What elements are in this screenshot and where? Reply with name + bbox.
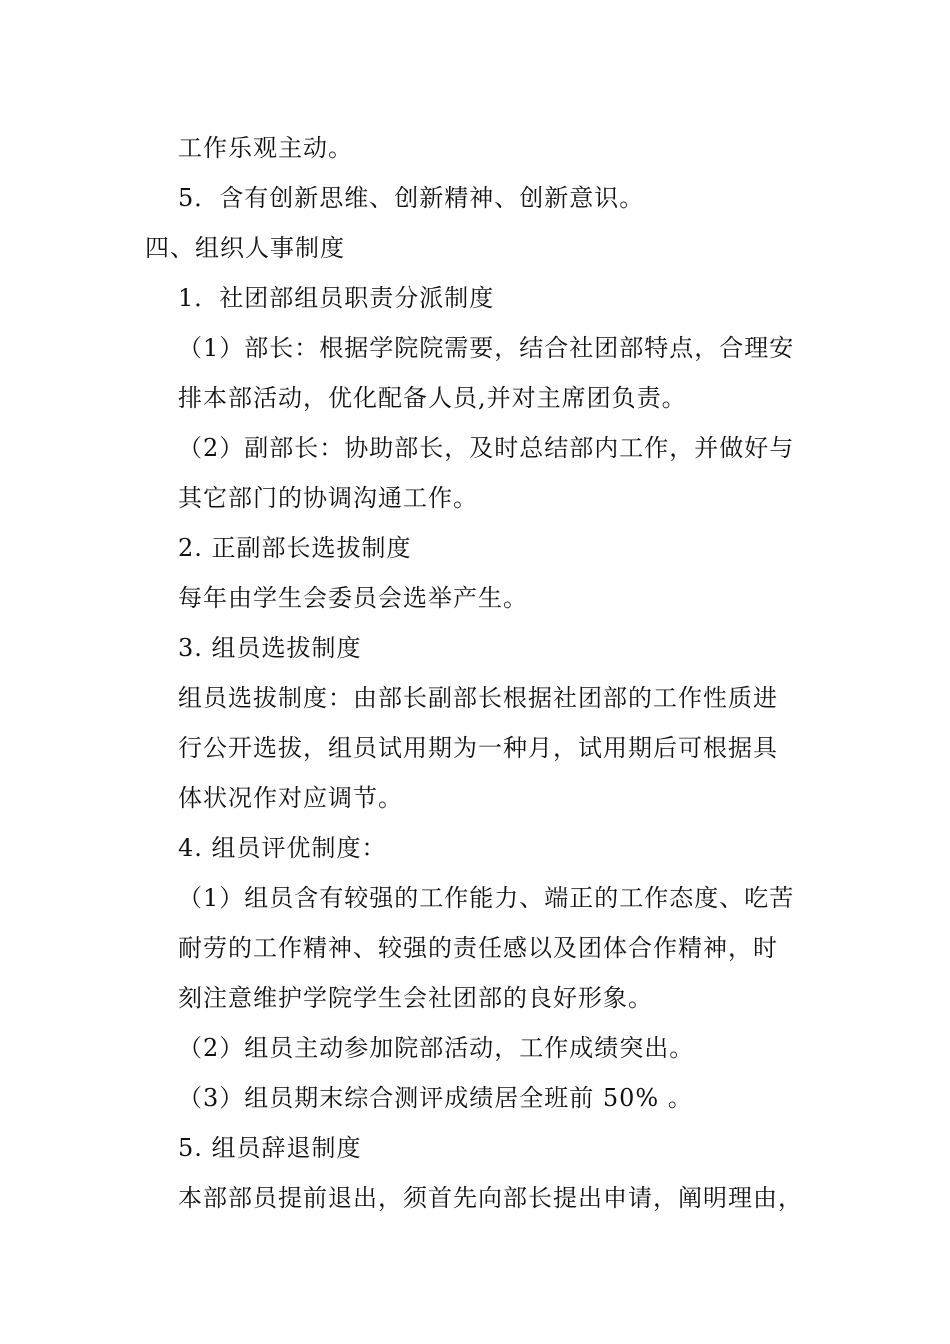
- text-line: 刻注意维护学院学生会社团部的良好形象。: [178, 984, 653, 1012]
- subsection-heading: 3. 组员选拔制度: [178, 634, 362, 662]
- text-line: （2）组员主动参加院部活动，工作成绩突出。: [178, 1034, 695, 1062]
- section-heading: 四、组织人事制度: [145, 234, 345, 262]
- text-line: 排本部活动，优化配备人员,并对主席团负责。: [178, 384, 687, 412]
- text-line: 体状况作对应调节。: [178, 784, 403, 812]
- text-line: 工作乐观主动。: [178, 134, 353, 162]
- text-line: 每年由学生会委员会选举产生。: [178, 584, 528, 612]
- subsection-heading: 1．社团部组员职责分派制度: [178, 284, 495, 312]
- text-line: （3）组员期末综合测评成绩居全班前 50% 。: [178, 1084, 693, 1112]
- text-line: 耐劳的工作精神、较强的责任感以及团体合作精神，时: [178, 934, 778, 962]
- text-line: （1）部长：根据学院院需要，结合社团部特点，合理安: [178, 334, 795, 362]
- text-line: 其它部门的协调沟通工作。: [178, 484, 478, 512]
- subsection-heading: 2. 正副部长选拔制度: [178, 534, 412, 562]
- text-line: （1）组员含有较强的工作能力、端正的工作态度、吃苦: [178, 884, 795, 912]
- text-line: 行公开选拔，组员试用期为一种月，试用期后可根据具: [178, 734, 778, 762]
- subsection-heading: 4. 组员评优制度：: [178, 834, 387, 862]
- subsection-heading: 5. 组员辞退制度: [178, 1134, 362, 1162]
- text-line: （2）副部长：协助部长，及时总结部内工作，并做好与: [178, 434, 795, 462]
- text-line: 本部部员提前退出，须首先向部长提出申请，阐明理由，: [178, 1184, 803, 1212]
- text-line: 组员选拔制度：由部长副部长根据社团部的工作性质进: [178, 684, 778, 712]
- list-item: 5．含有创新思维、创新精神、创新意识。: [178, 184, 645, 212]
